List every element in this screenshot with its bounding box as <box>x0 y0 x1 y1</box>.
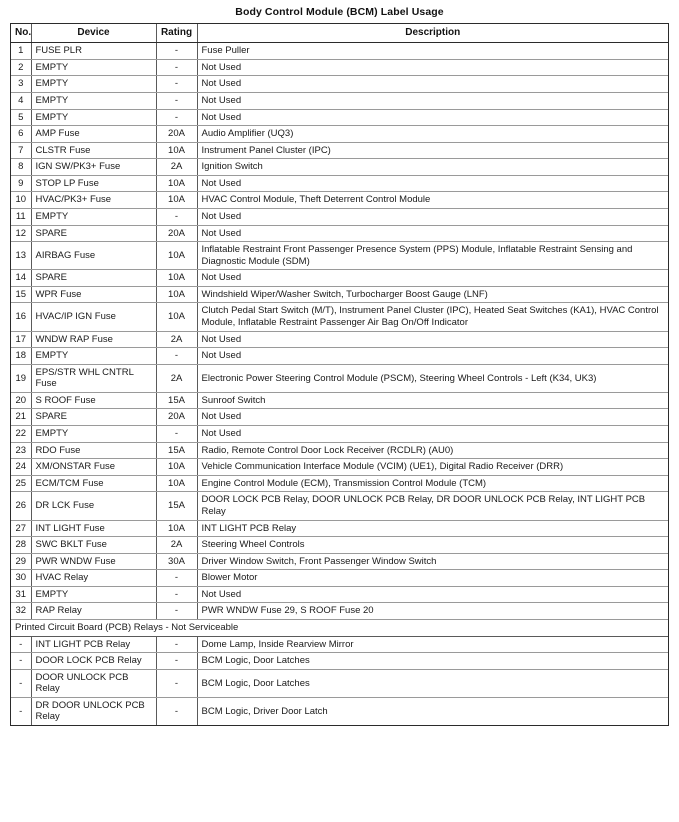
cell-rating: - <box>156 43 197 60</box>
cell-description: Engine Control Module (ECM), Transmission Control Module (TCM) <box>197 475 668 492</box>
cell-fuse-number: - <box>11 669 31 697</box>
cell-fuse-number: 1 <box>11 43 31 60</box>
cell-rating: - <box>156 636 197 653</box>
table-row <box>11 270 668 287</box>
cell-rating: 10A <box>156 175 197 192</box>
cell-rating: 20A <box>156 126 197 143</box>
table-row <box>11 426 668 443</box>
table-row <box>11 586 668 603</box>
cell-description: Vehicle Communication Interface Module (VCIM) (UE1), Digital Radio Receiver (DRR) <box>197 459 668 476</box>
cell-fuse-number: 7 <box>11 142 31 159</box>
cell-device: HVAC/IP IGN Fuse <box>31 303 156 331</box>
cell-fuse-number: - <box>11 697 31 725</box>
cell-device: EMPTY <box>31 92 156 109</box>
cell-fuse-number: 24 <box>11 459 31 476</box>
cell-fuse-number: 27 <box>11 520 31 537</box>
cell-rating: 10A <box>156 286 197 303</box>
cell-fuse-number: 9 <box>11 175 31 192</box>
cell-fuse-number: 17 <box>11 331 31 348</box>
cell-description: Not Used <box>197 59 668 76</box>
column-header-device: Device <box>31 24 156 43</box>
cell-rating: 2A <box>156 159 197 176</box>
cell-rating: 10A <box>156 475 197 492</box>
cell-rating: 15A <box>156 492 197 520</box>
cell-description: Electronic Power Steering Control Module (PSCM), Steering Wheel Controls - Left (K34, UK3) <box>197 364 668 392</box>
table-row <box>11 76 668 93</box>
table-row <box>11 348 668 365</box>
cell-description: BCM Logic, Door Latches <box>197 669 668 697</box>
cell-fuse-number: 22 <box>11 426 31 443</box>
cell-device: IGN SW/PK3+ Fuse <box>31 159 156 176</box>
cell-fuse-number: 19 <box>11 364 31 392</box>
table-header-row <box>11 24 668 43</box>
cell-rating: 10A <box>156 459 197 476</box>
cell-device: EMPTY <box>31 109 156 126</box>
cell-device: DR DOOR UNLOCK PCB Relay <box>31 697 156 725</box>
cell-fuse-number: 26 <box>11 492 31 520</box>
cell-fuse-number: 32 <box>11 603 31 620</box>
table-row <box>11 286 668 303</box>
table-row <box>11 92 668 109</box>
cell-rating: - <box>156 669 197 697</box>
cell-description: Windshield Wiper/Washer Switch, Turbocharger Boost Gauge (LNF) <box>197 286 668 303</box>
cell-description: Not Used <box>197 409 668 426</box>
cell-fuse-number: 6 <box>11 126 31 143</box>
cell-device: INT LIGHT PCB Relay <box>31 636 156 653</box>
cell-fuse-number: 28 <box>11 537 31 554</box>
cell-rating: 10A <box>156 142 197 159</box>
cell-rating: - <box>156 697 197 725</box>
table-row <box>11 225 668 242</box>
cell-description: Not Used <box>197 586 668 603</box>
cell-device: FUSE PLR <box>31 43 156 60</box>
cell-description: Not Used <box>197 348 668 365</box>
cell-fuse-number: 2 <box>11 59 31 76</box>
cell-rating: - <box>156 208 197 225</box>
column-header-description: Description <box>197 24 668 43</box>
cell-description: Not Used <box>197 109 668 126</box>
cell-device: SPARE <box>31 225 156 242</box>
cell-rating: 15A <box>156 442 197 459</box>
cell-device: SWC BKLT Fuse <box>31 537 156 554</box>
cell-description: PWR WNDW Fuse 29, S ROOF Fuse 20 <box>197 603 668 620</box>
cell-description: Not Used <box>197 270 668 287</box>
table-row <box>11 126 668 143</box>
cell-rating: 2A <box>156 331 197 348</box>
table-row <box>11 669 668 697</box>
cell-device: CLSTR Fuse <box>31 142 156 159</box>
cell-description: INT LIGHT PCB Relay <box>197 520 668 537</box>
cell-device: HVAC Relay <box>31 570 156 587</box>
cell-description: Driver Window Switch, Front Passenger Window Switch <box>197 553 668 570</box>
cell-description: Sunroof Switch <box>197 392 668 409</box>
cell-device: WNDW RAP Fuse <box>31 331 156 348</box>
cell-description: Not Used <box>197 92 668 109</box>
cell-device: SPARE <box>31 270 156 287</box>
table-row <box>11 492 668 520</box>
table-row <box>11 43 668 60</box>
cell-rating: - <box>156 109 197 126</box>
table-row <box>11 331 668 348</box>
cell-fuse-number: 25 <box>11 475 31 492</box>
cell-fuse-number: 15 <box>11 286 31 303</box>
cell-fuse-number: 11 <box>11 208 31 225</box>
table-row <box>11 303 668 331</box>
table-row <box>11 475 668 492</box>
column-header-no: No. <box>11 24 31 43</box>
cell-description: Not Used <box>197 175 668 192</box>
cell-device: AMP Fuse <box>31 126 156 143</box>
cell-rating: 10A <box>156 242 197 270</box>
cell-device: PWR WNDW Fuse <box>31 553 156 570</box>
table-header <box>11 24 668 43</box>
cell-fuse-number: 21 <box>11 409 31 426</box>
cell-fuse-number: - <box>11 636 31 653</box>
table-row <box>11 553 668 570</box>
cell-device: ECM/TCM Fuse <box>31 475 156 492</box>
cell-device: EMPTY <box>31 76 156 93</box>
table-row <box>11 570 668 587</box>
cell-device: HVAC/PK3+ Fuse <box>31 192 156 209</box>
cell-rating: - <box>156 570 197 587</box>
cell-device: EMPTY <box>31 208 156 225</box>
cell-fuse-number: 16 <box>11 303 31 331</box>
page-title: Body Control Module (BCM) Label Usage <box>235 6 444 18</box>
table-row <box>11 208 668 225</box>
cell-description: Clutch Pedal Start Switch (M/T), Instrument Panel Cluster (IPC), Heated Seat Switches (KA1), HVAC Control Module, Inflatable Restraint Passenger Air Bag On/Off Indicator <box>197 303 668 331</box>
cell-fuse-number: 29 <box>11 553 31 570</box>
cell-device: EMPTY <box>31 586 156 603</box>
cell-rating: 20A <box>156 225 197 242</box>
cell-device: EMPTY <box>31 426 156 443</box>
cell-description: Blower Motor <box>197 570 668 587</box>
cell-fuse-number: 13 <box>11 242 31 270</box>
cell-fuse-number: 10 <box>11 192 31 209</box>
cell-rating: 15A <box>156 392 197 409</box>
cell-rating: - <box>156 653 197 670</box>
cell-fuse-number: 31 <box>11 586 31 603</box>
cell-description: HVAC Control Module, Theft Deterrent Control Module <box>197 192 668 209</box>
table-row <box>11 603 668 620</box>
cell-rating: - <box>156 426 197 443</box>
cell-device: DR LCK Fuse <box>31 492 156 520</box>
cell-rating: 2A <box>156 537 197 554</box>
pcb-section-row <box>11 620 668 637</box>
cell-rating: 30A <box>156 553 197 570</box>
cell-fuse-number: 30 <box>11 570 31 587</box>
table-row <box>11 409 668 426</box>
cell-fuse-number: 4 <box>11 92 31 109</box>
column-header-rating: Rating <box>156 24 197 43</box>
table-row <box>11 653 668 670</box>
cell-description: Steering Wheel Controls <box>197 537 668 554</box>
cell-description: Inflatable Restraint Front Passenger Presence System (PPS) Module, Inflatable Restraint Sensing and Diagnostic Module (SDM) <box>197 242 668 270</box>
cell-description: Not Used <box>197 208 668 225</box>
table-row <box>11 192 668 209</box>
cell-rating: - <box>156 348 197 365</box>
cell-device: RAP Relay <box>31 603 156 620</box>
cell-rating: 10A <box>156 520 197 537</box>
cell-device: EMPTY <box>31 348 156 365</box>
table-row <box>11 175 668 192</box>
table-row <box>11 364 668 392</box>
cell-description: Dome Lamp, Inside Rearview Mirror <box>197 636 668 653</box>
bcm-fuse-table <box>11 24 668 725</box>
table-row <box>11 442 668 459</box>
cell-rating: - <box>156 59 197 76</box>
cell-device: EPS/STR WHL CNTRL Fuse <box>31 364 156 392</box>
cell-description: Fuse Puller <box>197 43 668 60</box>
cell-fuse-number: 18 <box>11 348 31 365</box>
bcm-fuse-table-container <box>10 23 669 726</box>
cell-rating: 20A <box>156 409 197 426</box>
cell-description: Not Used <box>197 225 668 242</box>
table-row <box>11 520 668 537</box>
cell-rating: 2A <box>156 364 197 392</box>
cell-rating: - <box>156 92 197 109</box>
cell-description: DOOR LOCK PCB Relay, DOOR UNLOCK PCB Relay, DR DOOR UNLOCK PCB Relay, INT LIGHT PCB Relay <box>197 492 668 520</box>
cell-device: DOOR LOCK PCB Relay <box>31 653 156 670</box>
cell-device: DOOR UNLOCK PCB Relay <box>31 669 156 697</box>
cell-fuse-number: 20 <box>11 392 31 409</box>
cell-description: BCM Logic, Door Latches <box>197 653 668 670</box>
table-row <box>11 109 668 126</box>
cell-rating: 10A <box>156 270 197 287</box>
table-row <box>11 697 668 725</box>
cell-description: Not Used <box>197 331 668 348</box>
table-row <box>11 242 668 270</box>
cell-description: Audio Amplifier (UQ3) <box>197 126 668 143</box>
cell-rating: - <box>156 76 197 93</box>
cell-description: Not Used <box>197 76 668 93</box>
table-row <box>11 459 668 476</box>
cell-description: Radio, Remote Control Door Lock Receiver (RCDLR) (AU0) <box>197 442 668 459</box>
cell-device: STOP LP Fuse <box>31 175 156 192</box>
table-row <box>11 159 668 176</box>
pcb-section-label: Printed Circuit Board (PCB) Relays - Not Serviceable <box>11 620 668 637</box>
table-row <box>11 636 668 653</box>
table-row <box>11 142 668 159</box>
cell-fuse-number: 8 <box>11 159 31 176</box>
cell-description: Ignition Switch <box>197 159 668 176</box>
cell-rating: - <box>156 586 197 603</box>
table-row <box>11 537 668 554</box>
cell-rating: - <box>156 603 197 620</box>
cell-device: INT LIGHT Fuse <box>31 520 156 537</box>
table-row <box>11 392 668 409</box>
table-row <box>11 59 668 76</box>
cell-description: Not Used <box>197 426 668 443</box>
cell-fuse-number: - <box>11 653 31 670</box>
cell-device: RDO Fuse <box>31 442 156 459</box>
cell-fuse-number: 5 <box>11 109 31 126</box>
cell-device: S ROOF Fuse <box>31 392 156 409</box>
cell-device: SPARE <box>31 409 156 426</box>
cell-fuse-number: 14 <box>11 270 31 287</box>
cell-fuse-number: 3 <box>11 76 31 93</box>
cell-device: XM/ONSTAR Fuse <box>31 459 156 476</box>
cell-fuse-number: 23 <box>11 442 31 459</box>
cell-device: WPR Fuse <box>31 286 156 303</box>
cell-description: BCM Logic, Driver Door Latch <box>201 705 328 717</box>
cell-rating: 10A <box>156 303 197 331</box>
cell-device: EMPTY <box>31 59 156 76</box>
cell-fuse-number: 12 <box>11 225 31 242</box>
cell-device: AIRBAG Fuse <box>31 242 156 270</box>
table-body <box>11 43 668 725</box>
cell-rating: 10A <box>156 192 197 209</box>
cell-description: Instrument Panel Cluster (IPC) <box>197 142 668 159</box>
